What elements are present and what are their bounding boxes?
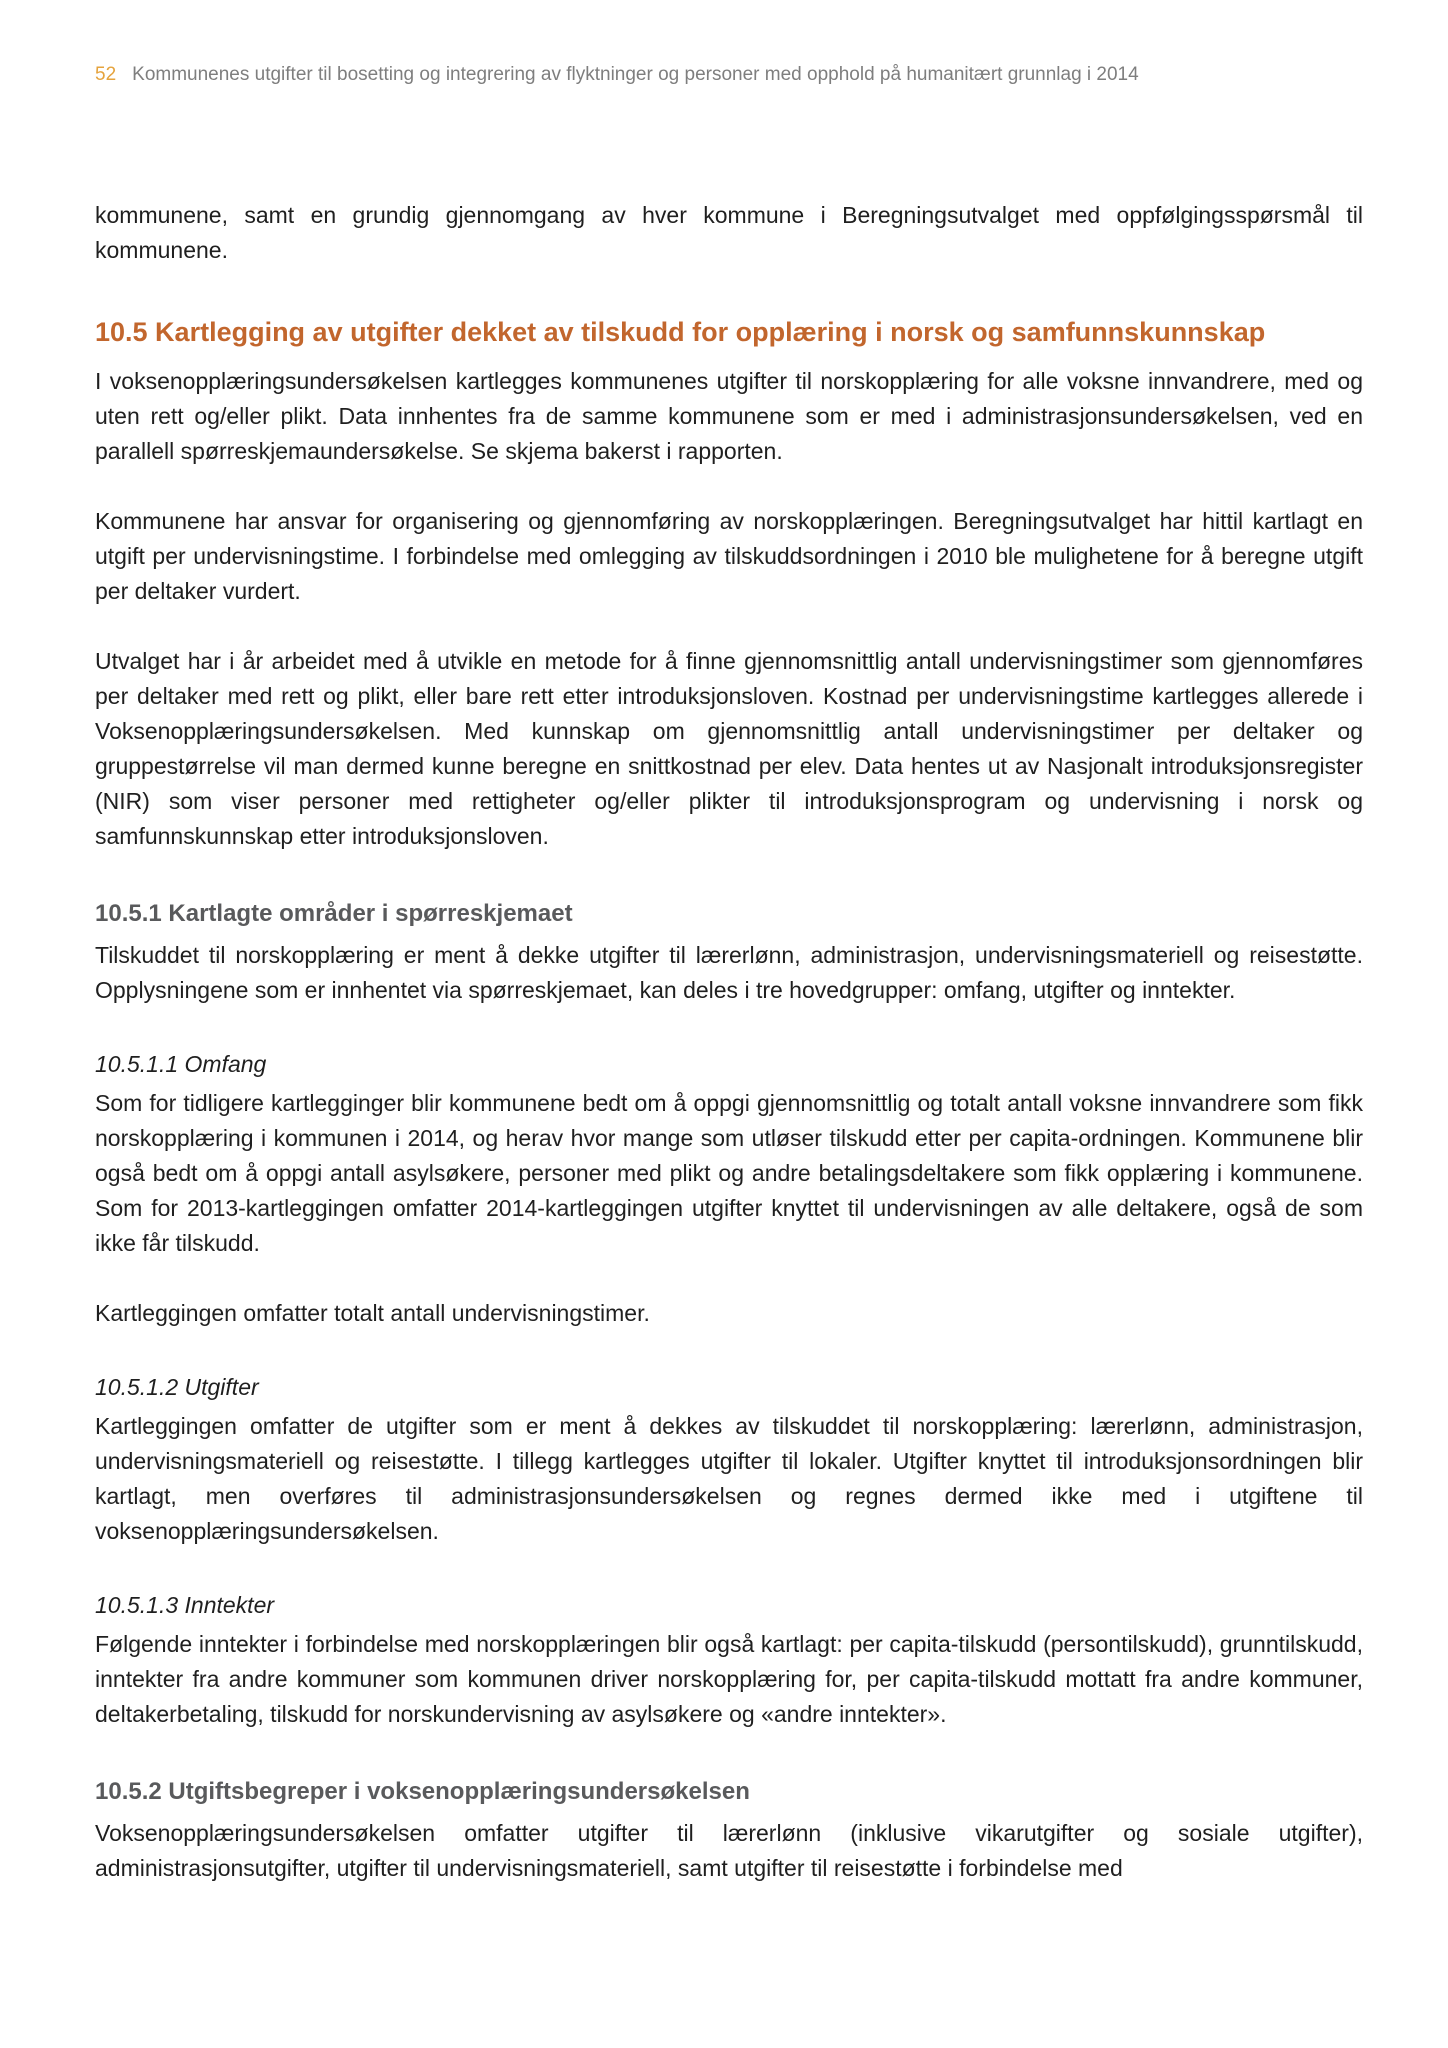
subsubsection-heading: 10.5.1.1 Omfang — [95, 1051, 267, 1077]
paragraph: Som for tidligere kartlegginger blir kommunene bedt om å oppgi gjennomsnittlig og totalt antall voksne innvandrere som fikk norskopplæring i kommunen i 2014, og herav hvor mange som utløser tilskudd etter per capita-ordningen. Kommunene blir også bedt om å oppgi antall asylsøkere, personer med plikt og andre betalingsdeltakere som fikk opplæring i kommunene. Som for 2013-kartleggingen omfatter 2014-kartleggingen utgifter knyttet til undervisningen av alle deltakere, også de som ikke får tilskudd. — [95, 1090, 1363, 1256]
running-header — [95, 62, 1360, 88]
subsection-heading: 10.5.1 Kartlagte områder i spørreskjemaet — [95, 900, 573, 927]
page-content — [95, 198, 1363, 1921]
subsection-heading: 10.5.2 Utgiftsbegreper i voksenopplæringsundersøkelsen — [95, 1778, 750, 1805]
paragraph: Kartleggingen omfatter de utgifter som er ment å dekkes av tilskuddet til norskopplæring: lærerlønn, administrasjon, undervisningsmateriell og reisestøtte. I tillegg kartlegges utgifter til lokaler. Utgifter knyttet til introduksjonsordningen blir kartlagt, men overføres til administrasjonsundersøkelsen og regnes dermed ikke med i utgiftene til voksenopplæringsundersøkelsen. — [95, 1413, 1363, 1544]
paragraph: I voksenopplæringsundersøkelsen kartlegges kommunenes utgifter til norskopplæring for alle voksne innvandrere, med og uten rett og/eller plikt. Data innhentes fra de samme kommunene som er med i administrasjonsundersøkelsen, ved en parallell spørreskjemaundersøkelse. Se skjema bakerst i rapporten. — [95, 368, 1363, 464]
section-heading: 10.5 Kartlegging av utgifter dekket av tilskudd for opplæring i norsk og samfunnskunnskap — [95, 317, 1266, 347]
paragraph: Tilskuddet til norskopplæring er ment å dekke utgifter til lærerlønn, administrasjon, undervisningsmateriell og reisestøtte. Opplysningene som er innhentet via spørreskjemaet, kan deles i tre hovedgrupper: omfang, utgifter og inntekter. — [95, 942, 1363, 1003]
paragraph: kommunene, samt en grundig gjennomgang av hver kommune i Beregningsutvalget med oppfølgingsspørsmål til kommunene. — [95, 202, 1363, 263]
running-header-title: Kommunenes utgifter til bosetting og integrering av flyktninger og personer med opphold på humanitært grunnlag i 2014 — [132, 64, 1139, 85]
page-number: 52 — [95, 64, 117, 85]
paragraph: Kartleggingen omfatter totalt antall undervisningstimer. — [95, 1300, 650, 1326]
subsubsection-heading: 10.5.1.2 Utgifter — [95, 1374, 259, 1400]
paragraph: Kommunene har ansvar for organisering og gjennomføring av norskopplæringen. Beregningsutvalget har hittil kartlagt en utgift per undervisningstime. I forbindelse med omlegging av tilskuddsordningen i 2010 ble mulighetene for å beregne utgift per deltaker vurdert. — [95, 508, 1363, 604]
paragraph: Voksenopplæringsundersøkelsen omfatter utgifter til lærerlønn (inklusive vikarutgifter og sosiale utgifter), administrasjonsutgifter, utgifter til undervisningsmateriell, samt utgifter til reisestøtte i forbindelse med — [95, 1820, 1363, 1881]
subsubsection-heading: 10.5.1.3 Inntekter — [95, 1592, 275, 1618]
paragraph: Utvalget har i år arbeidet med å utvikle en metode for å finne gjennomsnittlig antall undervisningstimer som gjennomføres per deltaker med rett og plikt, eller bare rett etter introduksjonsloven. Kostnad per undervisningstime kartlegges allerede i Voksenopplæringsundersøkelsen. Med kunnskap om gjennomsnittlig antall undervisningstimer per deltaker og gruppestørrelse vil man dermed kunne beregne en snittkostnad per elev. Data hentes ut av Nasjonalt introduksjonsregister (NIR) som viser personer med rettigheter og/eller plikter til introduksjonsprogram og undervisning i norsk og samfunnskunnskap etter introduksjonsloven. — [95, 648, 1363, 849]
paragraph: Følgende inntekter i forbindelse med norskopplæringen blir også kartlagt: per capita-tilskudd (persontilskudd), grunntilskudd, inntekter fra andre kommuner som kommunen driver norskopplæring for, per capita-tilskudd mottatt fra andre kommuner, deltakerbetaling, tilskudd for norskundervisning av asylsøkere og «andre inntekter». — [95, 1631, 1363, 1727]
